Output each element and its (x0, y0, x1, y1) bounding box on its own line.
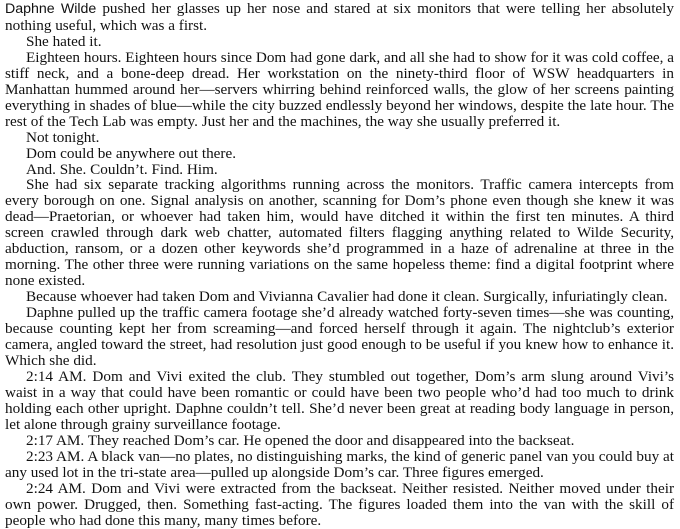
paragraph: 2:14 AM. Dom and Vivi exited the club. They stumbled out together, Dom’s arm slung around Vivi’s waist in a way that could have been romantic or could have been two people who’d had too much to drink holding each other upright. Daphne couldn’t tell. She’d never been great at reading body language in person, let alone through grainy surveillance footage. (5, 367, 674, 433)
paragraph: 2:23 AM. A black van—no plates, no distinguishing marks, the kind of generic panel van you could buy at any used lot in the tri-state area—pulled up alongside Dom’s car. Three figures emerged. (5, 447, 674, 481)
paragraph: Daphne pulled up the traffic camera footage she’d already watched forty-seven times—she was counting, because counting kept her from screaming—and forced herself through it again. The nightclub’s exterior camera, angled toward the street, had resolution just good enough to be useful if you knew how to enhance it. Which she did. (5, 304, 674, 369)
paragraph: Dom could be anywhere out there. (26, 144, 237, 162)
paragraph-opening (5, 1, 674, 34)
opening-lead-name: Daphne Wilde (5, 1, 97, 17)
paragraph: She had six separate tracking algorithms running across the monitors. Traffic camera intercepts from every borough on one. Signal analysis on another, scanning for Dom’s phone even though she knew it was dead—Praetorian, or whoever had taken him, would have ditched it within the first ten minutes. A third screen crawled through dark web chatter, automated filters flagging anything related to Wilde Security, abduction, ransom, or a dozen other keywords she’d programmed in a haze of adrenaline at three in the morning. The other three were running variations on the same hopeless theme: find a digital footprint where none existed. (5, 176, 674, 290)
paragraph: Not tonight. (26, 128, 100, 146)
paragraph: Eighteen hours. Eighteen hours since Dom had gone dark, and all she had to show for it was cold coffee, a stiff neck, and a bone-deep dread. Her workstation on the ninety-third floor of WSW headquarters in Manhattan hummed around her—servers whirring behind reinforced walls, the glow of her screens painting everything in shades of blue—while the city buzzed endlessly beyond her windows, despite the late hour. The rest of the Tech Lab was empty. Just her and the machines, the way she usually preferred it. (5, 48, 674, 130)
paragraph: Because whoever had taken Dom and Vivianna Cavalier had done it clean. Surgically, infuriatingly clean. (26, 288, 668, 306)
opening-text: pushed her glasses up her nose and stared at six monitors that were telling her absolutely nothing useful, which was a first. (5, 0, 674, 34)
paragraph: And. She. Couldn’t. Find. Him. (26, 160, 218, 178)
paragraph: She hated it. (26, 32, 102, 50)
paragraph: 2:24 AM. Dom and Vivi were extracted from the backseat. Neither resisted. Neither moved under their own power. Drugged, then. Something fast-acting. The figures loaded them into the van with the skill of people who had done this many, many times before. (5, 479, 674, 529)
paragraph: 2:17 AM. They reached Dom’s car. He opened the door and disappeared into the backseat. (26, 431, 575, 449)
